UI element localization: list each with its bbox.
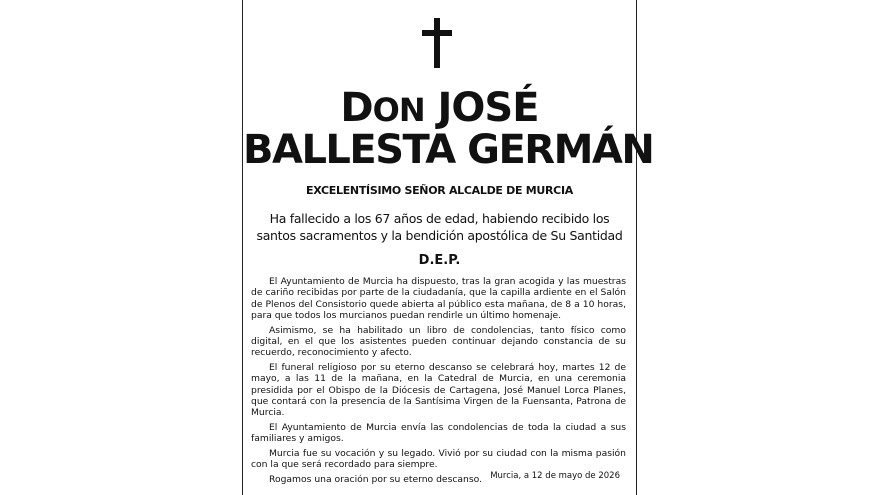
death-announcement: Ha fallecido a los 67 años de edad, habiendo recibido los santos sacramentos y la bendición apostólica de Su Santidad <box>256 211 623 243</box>
notice-body <box>251 276 626 488</box>
body-paragraph: El Ayuntamiento de Murcia ha dispuesto, tras la gran acogida y las muestras de cariño recibidas por parte de la ciudadanía, que la capilla ardiente en el Salón de Plenos del Consistorio quede abierta al público esta mañana, de 8 a 10 horas, para que todos los murcianos puedan rendirle un último homenaje. <box>251 276 626 322</box>
body-paragraph: El funeral religioso por su eterno descanso se celebrará hoy, martes 12 de mayo, a las 11 de la mañana, en la Catedral de Murcia, en una ceremonia presidida por el Obispo de la Diócesis de Cartagena, José Manuel Lorca Planes, que contará con la presencia de la Santísima Virgen de la Fuensanta, Patrona de Murcia. <box>251 361 626 419</box>
name-prefix-rest: ON <box>372 91 425 129</box>
body-paragraph: El Ayuntamiento de Murcia envía las condolencias de toda la ciudad a sus familiares y amigos. <box>251 421 626 445</box>
cross-icon <box>422 18 452 68</box>
name-first: JOSÉ <box>437 85 539 131</box>
name-prefix-initial: D <box>340 85 373 131</box>
rip-label: D.E.P. <box>418 253 461 268</box>
deceased-surnames: BALLESTA GERMÁN <box>243 127 654 173</box>
notice-date: Murcia, a 12 de mayo de 2026 <box>490 471 620 481</box>
body-paragraph: Rogamos una oración por su eterno descanso. <box>269 473 483 485</box>
body-paragraph: Murcia fue su vocación y su legado. Vivió por su ciudad con la misma pasión con la que será recordado para siempre. <box>251 447 626 471</box>
body-paragraph: Asimismo, se ha habilitado un libro de condolencias, tanto físico como digital, en el que los asistentes pueden continuar dejando constancia de su recuerdo, reconocimiento y afecto. <box>251 324 626 359</box>
deceased-title: EXCELENTÍSIMO SEÑOR ALCALDE DE MURCIA <box>306 184 573 197</box>
obituary-notice <box>242 0 654 495</box>
